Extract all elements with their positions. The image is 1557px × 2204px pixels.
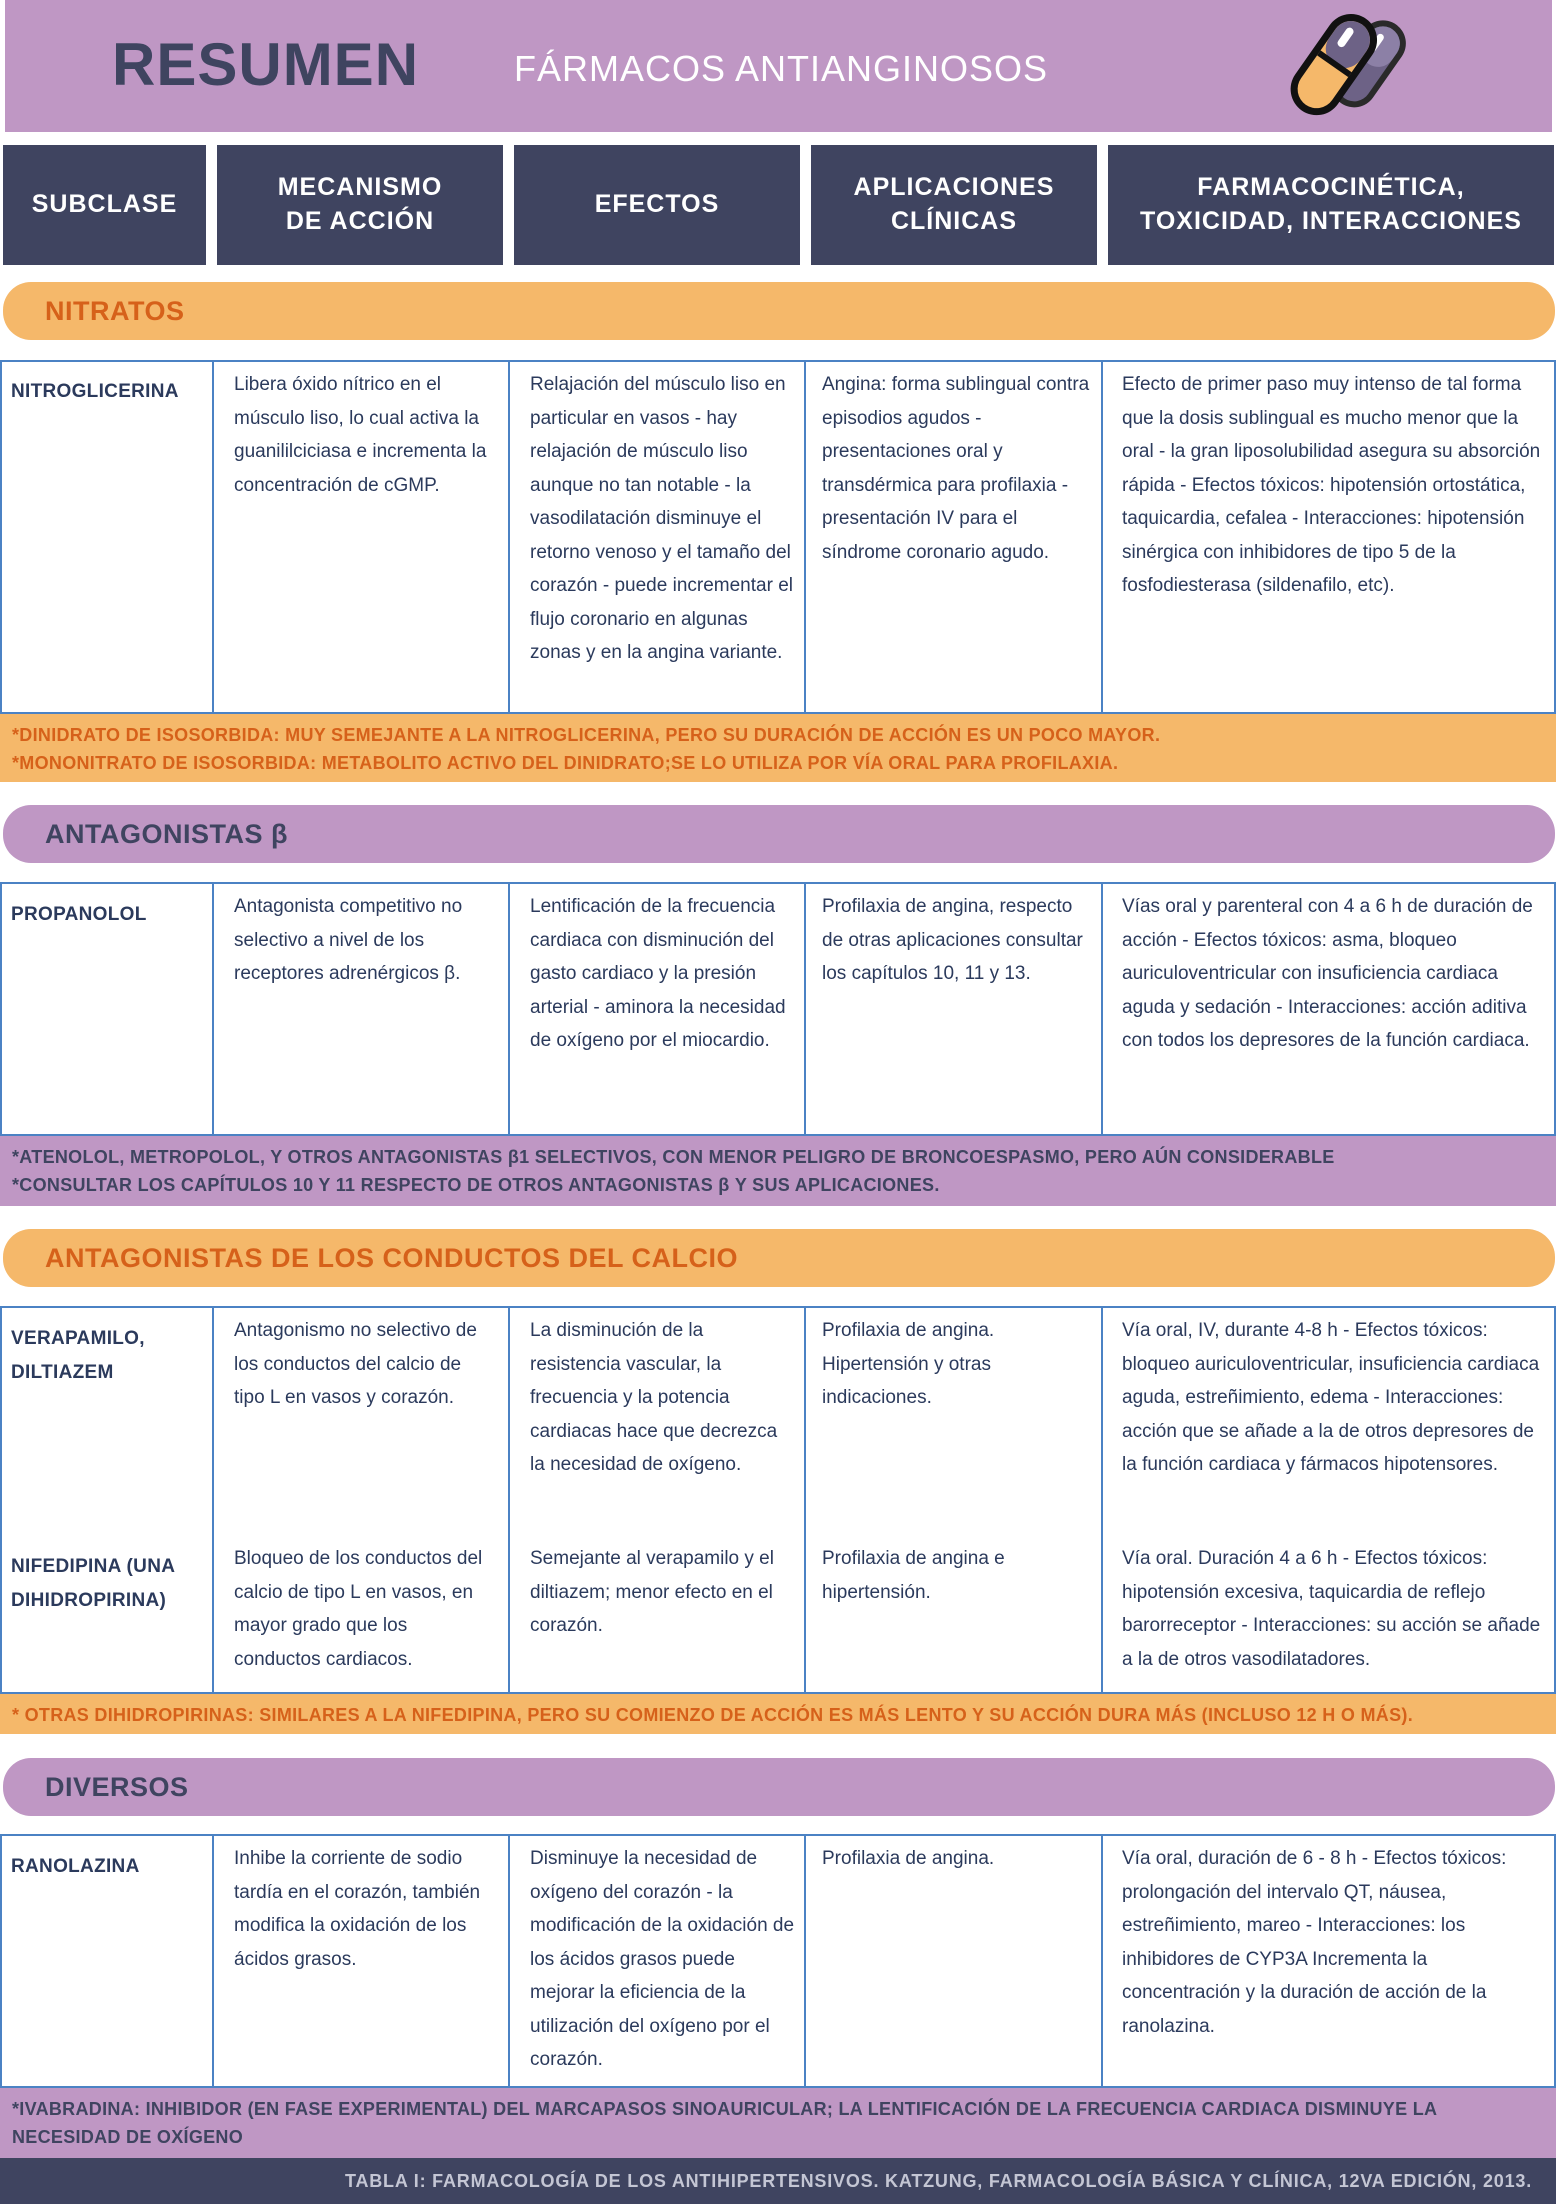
column-header-efectos: EFECTOS <box>514 145 800 265</box>
effects-cell: Lentificación de la frecuencia cardiaca con disminución del gasto cardiaco y la presión arterial - aminora la necesidad de oxígeno por el miocardio. <box>530 896 786 1051</box>
section-title-antagonistas-beta: ANTAGONISTAS β <box>3 805 1555 863</box>
pharmacokinetics-cell: Efecto de primer paso muy intenso de tal forma que la dosis sublingual es mucho menor que la oral - la gran liposolubilidad asegura su absorción rápida - Efectos tóxicos: hipotensión ortostática, taquicardia, cefalea - Interacciones: hipotensión sinérgica con inhibidores de tipo 5 de la fosfodiesterasa (sildenafilo, etc). <box>1122 374 1541 596</box>
subclass-name: RANOLAZINA <box>11 1856 140 1877</box>
page-title: RESUMEN <box>112 31 420 98</box>
subclass-name: VERAPAMILO, DILTIAZEM <box>11 1328 145 1383</box>
subclass-name: NIFEDIPINA (UNA DIHIDROPIRINA) <box>11 1556 176 1611</box>
column-divider <box>212 1306 214 1694</box>
mechanism-cell: Bloqueo de los conductos del calcio de tipo L en vasos, en mayor grado que los conductos cardiacos. <box>234 1548 483 1670</box>
section-title-antagonistas-calcio: ANTAGONISTAS DE LOS CONDUCTOS DEL CALCIO <box>3 1229 1555 1287</box>
mechanism-cell: Antagonismo no selectivo de los conductos del calcio de tipo L en vasos y corazón. <box>234 1320 477 1408</box>
applications-cell: Profilaxia de angina e hipertensión. <box>822 1548 1005 1603</box>
column-header-aplicaciones: APLICACIONES CLÍNICAS <box>811 145 1097 265</box>
column-divider <box>212 1834 214 2088</box>
pill-capsules-icon <box>1278 2 1418 130</box>
section-title-nitratos: NITRATOS <box>3 282 1555 340</box>
applications-cell: Angina: forma sublingual contra episodios agudos - presentaciones oral y transdérmica para profilaxia - presentación IV para el síndrome coronario agudo. <box>822 374 1090 563</box>
pharmacokinetics-cell: Vía oral, duración de 6 - 8 h - Efectos tóxicos: prolongación del intervalo QT, náusea, estreñimiento, mareo - Interacciones: los inhibidores de CYP3A Incrementa la concentración y la duración de acción de la ranolazina. <box>1122 1848 1507 2037</box>
footer-citation: TABLA I: FARMACOLOGÍA DE LOS ANTIHIPERTENSIVOS. KATZUNG, FARMACOLOGÍA BÁSICA Y CLÍNICA, 12VA EDICIÓN, 2013. <box>0 2158 1556 2204</box>
section-title-diversos: DIVERSOS <box>3 1758 1555 1816</box>
column-header-subclase: SUBCLASE <box>3 145 206 265</box>
applications-cell: Profilaxia de angina, respecto de otras aplicaciones consultar los capítulos 10, 11 y 13. <box>822 896 1083 984</box>
subclass-name: NITROGLICERINA <box>11 381 179 402</box>
section-notes-antagonistas-beta <box>0 1136 1556 1206</box>
column-divider <box>804 360 806 714</box>
section-notes-antagonistas-calcio <box>0 1694 1556 1734</box>
column-divider <box>508 882 510 1136</box>
column-divider <box>508 1834 510 2088</box>
note-line: * OTRAS DIHIDROPIRINAS: SIMILARES A LA NIFEDIPINA, PERO SU COMIENZO DE ACCIÓN ES MÁS LENTO Y SU ACCIÓN DURA MÁS (INCLUSO 12 H O MÁS). <box>12 1705 1413 1725</box>
column-divider <box>508 1306 510 1694</box>
column-divider <box>1101 1306 1103 1694</box>
note-line: *IVABRADINA: INHIBIDOR (EN FASE EXPERIMENTAL) DEL MARCAPASOS SINOAURICULAR; LA LENTIFICACIÓN DE LA FRECUENCIA CARDIACA DISMINUYE LA NECESIDAD DE OXÍGENO <box>12 2099 1437 2147</box>
effects-cell: Relajación del músculo liso en particular en vasos - hay relajación de músculo liso aunque no tan notable - la vasodilatación disminuye el retorno venoso y el tamaño del corazón - puede incrementar el flujo coronario en algunas zonas y en la angina variante. <box>530 374 793 663</box>
pharmacokinetics-cell: Vías oral y parenteral con 4 a 6 h de duración de acción - Efectos tóxicos: asma, bloqueo auriculoventricular con insuficiencia cardiaca aguda y sedación - Interacciones: acción aditiva con todos los depresores de la función cardiaca. <box>1122 896 1533 1051</box>
column-divider <box>1101 1834 1103 2088</box>
column-divider <box>212 360 214 714</box>
column-header-farmacocinetica: FARMACOCINÉTICA, TOXICIDAD, INTERACCIONES <box>1108 145 1554 265</box>
page-subtitle: FÁRMACOS ANTIANGINOSOS <box>514 48 1049 89</box>
column-divider <box>804 882 806 1136</box>
applications-cell: Profilaxia de angina. <box>822 1848 995 1869</box>
mechanism-cell: Antagonista competitivo no selectivo a nivel de los receptores adrenérgicos β. <box>234 896 463 984</box>
section-notes-nitratos <box>0 714 1556 782</box>
column-divider <box>508 360 510 714</box>
effects-cell: Disminuye la necesidad de oxígeno del corazón - la modificación de la oxidación de los ácidos grasos puede mejorar la eficiencia de la utilización del oxígeno por el corazón. <box>530 1848 795 2070</box>
note-line: *MONONITRATO DE ISOSORBIDA: METABOLITO ACTIVO DEL DINIDRATO;SE LO UTILIZA POR VÍA ORAL PARA PROFILAXIA. <box>12 753 1119 773</box>
effects-cell: Semejante al verapamilo y el diltiazem; menor efecto en el corazón. <box>530 1548 774 1636</box>
mechanism-cell: Inhibe la corriente de sodio tardía en el corazón, también modifica la oxidación de los ácidos grasos. <box>234 1848 481 1970</box>
applications-cell: Profilaxia de angina. Hipertensión y otras indicaciones. <box>822 1320 995 1408</box>
subclass-name: PROPANOLOL <box>11 904 147 925</box>
mechanism-cell: Libera óxido nítrico en el músculo liso, lo cual activa la guanililciciasa e incrementa la concentración de cGMP. <box>234 374 487 496</box>
pharmacokinetics-cell: Vía oral. Duración 4 a 6 h - Efectos tóxicos: hipotensión excesiva, taquicardia de reflejo barorreceptor - Interacciones: su acción se añade a la de otros vasodilatadores. <box>1122 1548 1541 1670</box>
section-notes-diversos <box>0 2088 1556 2158</box>
column-divider <box>1101 882 1103 1136</box>
column-header-mecanismo: MECANISMO DE ACCIÓN <box>217 145 503 265</box>
column-divider <box>804 1834 806 2088</box>
column-divider <box>1101 360 1103 714</box>
column-divider <box>212 882 214 1136</box>
note-line: *DINIDRATO DE ISOSORBIDA: MUY SEMEJANTE A LA NITROGLICERINA, PERO SU DURACIÓN DE ACCIÓN ES UN POCO MAYOR. <box>12 725 1161 745</box>
effects-cell: La disminución de la resistencia vascular, la frecuencia y la potencia cardiacas hace que decrezca la necesidad de oxígeno. <box>530 1320 778 1475</box>
column-divider <box>804 1306 806 1694</box>
note-line: *ATENOLOL, METROPOLOL, Y OTROS ANTAGONISTAS β1 SELECTIVOS, CON MENOR PELIGRO DE BRONCOESPASMO, PERO AÚN CONSIDERABLE <box>12 1147 1335 1167</box>
note-line: *CONSULTAR LOS CAPÍTULOS 10 Y 11 RESPECTO DE OTROS ANTAGONISTAS β Y SUS APLICACIONES. <box>12 1175 940 1195</box>
pharmacokinetics-cell: Vía oral, IV, durante 4-8 h - Efectos tóxicos: bloqueo auriculoventricular, insuficiencia cardiaca aguda, estreñimiento, edema - Interacciones: acción que se añade a la de otros depresores de la función cardiaca y fármacos hipotensores. <box>1122 1320 1540 1475</box>
